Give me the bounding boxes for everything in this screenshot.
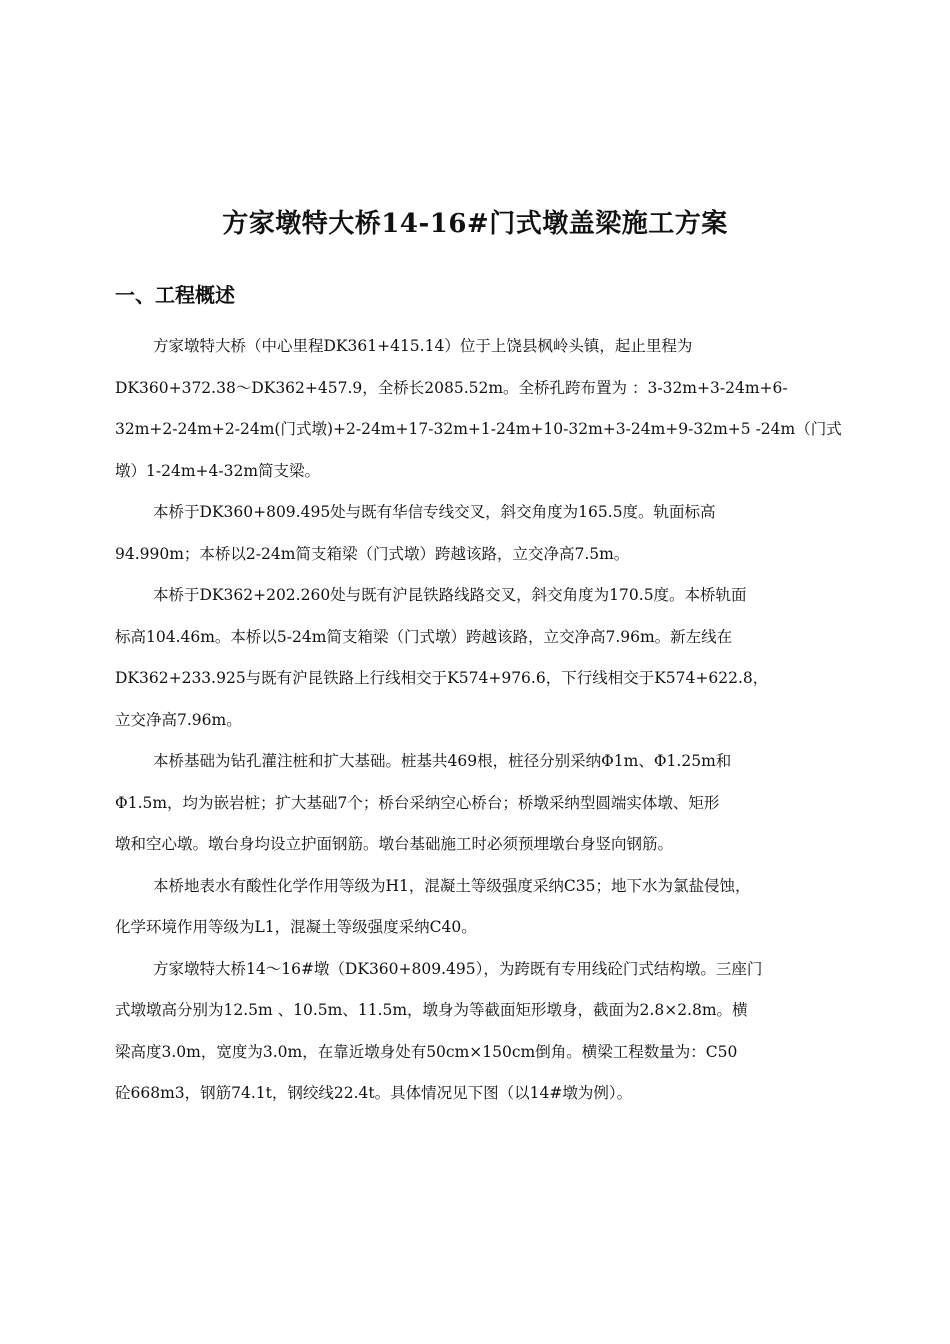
text-line: 立交净高7.96m。 (115, 710, 242, 729)
text-line: 标高104.46m。本桥以5-24m简支箱梁（门式墩）跨越该路，立交净高7.96m。新左线在 (115, 627, 733, 646)
paragraph-overview (115, 326, 865, 492)
text-line: 墩）1-24m+4-32m简支梁。 (115, 461, 321, 480)
paragraph-huaxin-crossing (115, 492, 865, 575)
text-line: 32m+2-24m+2-24m(门式墩)+2-24m+17-32m+1-24m+10-32m+3-24m+9-32m+5 -24m（门式 (115, 420, 842, 438)
text-line: 化学环境作用等级为L1，混凝土等级强度采纳C40。 (115, 918, 477, 936)
paragraph-water-environment (115, 866, 865, 949)
paragraph-portal-piers (115, 949, 865, 1115)
text-line: 本桥于DK360+809.495处与既有华信专线交叉，斜交角度为165.5度。轨面标高 (153, 503, 716, 521)
text-line: 94.990m；本桥以2-24m简支箱梁（门式墩）跨越该路，立交净高7.5m。 (115, 544, 630, 563)
paragraph-foundation (115, 741, 865, 866)
text-line: 砼668m3，钢筋74.1t，钢绞线22.4t。具体情况见下图（以14#墩为例）。 (115, 1084, 633, 1102)
text-line: 梁高度3.0m，宽度为3.0m，在靠近墩身处有50cm×150cm倒角。横梁工程数量为：C50 (115, 1042, 738, 1061)
document-title: 方家墩特大桥14-16#门式墩盖梁施工方案 (222, 209, 728, 239)
text-line: 式墩墩高分别为12.5m 、10.5m、11.5m，墩身为等截面矩形墩身，截面为2.8×2.8m。横 (115, 1001, 748, 1019)
text-line: DK360+372.38～DK362+457.9，全桥长2085.52m。全桥孔跨布置为 ：3-32m+3-24m+6- (115, 378, 788, 397)
text-line: 墩和空心墩。墩台身均设立护面钢筋。墩台基础施工时必须预埋墩台身竖向钢筋。 (115, 835, 674, 853)
text-line: Φ1.5m，均为嵌岩桩；扩大基础7个；桥台采纳空心桥台；桥墩采纳型圆端实体墩、矩形 (115, 793, 720, 812)
text-line: DK362+233.925与既有沪昆铁路上行线相交于K574+976.6，下行线相交于K574+622.8， (115, 669, 769, 687)
text-line: 方家墩特大桥（中心里程DK361+415.14）位于上饶县枫岭头镇，起止里程为 (153, 337, 693, 355)
text-line: 方家墩特大桥14～16#墩（DK360+809.495），为跨既有专用线砼门式结构墩。三座门 (153, 959, 763, 978)
document-body (115, 326, 865, 1115)
text-line: 本桥地表水有酸性化学作用等级为H1，混凝土等级强度采纳C35；地下水为氯盐侵蚀， (153, 876, 751, 895)
text-line: 本桥基础为钻孔灌注桩和扩大基础。桩基共469根，桩径分别采纳Φ1m、Φ1.25m和 (153, 752, 732, 770)
text-line: 本桥于DK362+202.260处与既有沪昆铁路线路交叉，斜交角度为170.5度。本桥轨面 (153, 586, 747, 604)
paragraph-hukun-crossing (115, 575, 865, 741)
section-heading: 一、工程概述 (115, 283, 235, 307)
